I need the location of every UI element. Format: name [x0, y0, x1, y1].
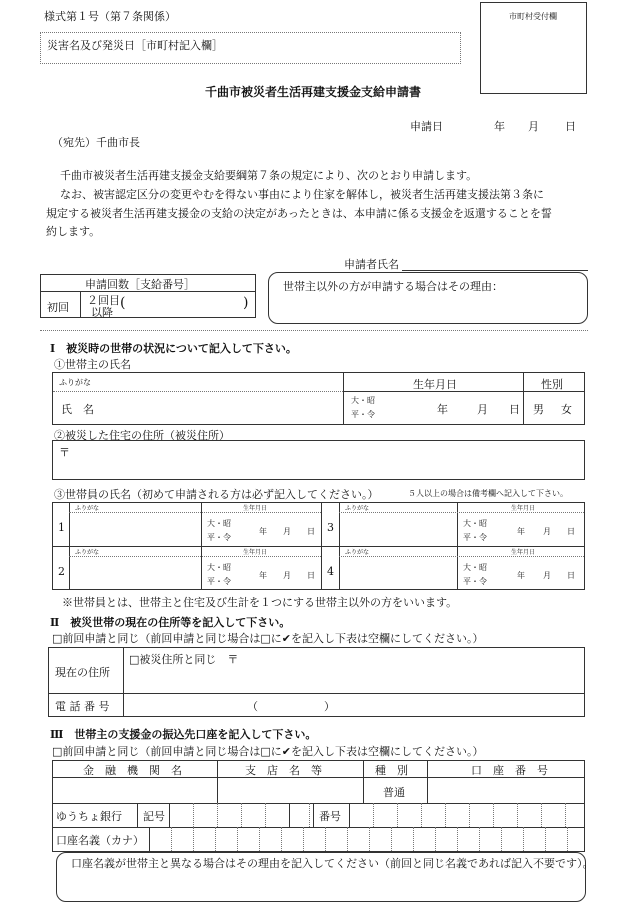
account-reason-box[interactable] — [56, 852, 594, 902]
application-count-box: 申請回数［支給番号］ 初回 ２回目 以降 ( ) — [40, 274, 256, 318]
reason-label: 世帯主以外の方が申請する場合はその理由： — [283, 280, 503, 293]
section-2-title: Ⅱ 被災世帯の現在の住所等を記入して下さい。 — [50, 616, 291, 629]
section-2-same-checkbox[interactable]: □前回申請と同じ（前回申請と同じ場合は□に✔を記入し下表は空欄にしてください。） — [52, 632, 484, 645]
body-line-3: 規定する被災者生活再建支援金の支給の決定があったときは、本申請に係る支援金を返還することを誓 — [46, 207, 552, 220]
phone-field[interactable]: （ ） — [247, 700, 335, 713]
members-note: ５人以上の場合は備考欄へ記入して下さい。 — [408, 489, 568, 498]
birthdate-label: 生年月日 — [413, 378, 457, 391]
reason-box[interactable] — [268, 272, 588, 324]
name-label: 氏 名 — [61, 403, 94, 416]
member-num-2: 2 — [58, 565, 65, 578]
section-3-title: Ⅲ 世帯主の支援金の振込先口座を記入して下さい。 — [50, 728, 317, 741]
account-type-ordinary: 普通 — [383, 786, 405, 799]
date-year: 年 — [494, 120, 505, 133]
type-header: 種 別 — [375, 764, 408, 777]
body-line-4: 約します。 — [46, 225, 101, 238]
body-line-2: なお、被害認定区分の変更やむを得ない事由により住家を解体し，被災者生活再建支援法第３条に — [60, 188, 544, 201]
members-title: ③世帯員の氏名（初めて申請される方は必ず記入してください。） — [54, 488, 379, 501]
member-num-3: 3 — [327, 521, 334, 534]
current-address-table — [48, 647, 585, 717]
account-no-header: 口 座 番 号 — [471, 764, 548, 777]
bango-label: 番号 — [319, 810, 341, 823]
kigo-label: 記号 — [143, 810, 165, 823]
date-label: 申請日 — [410, 120, 443, 133]
form-number: 様式第１号（第７条関係） — [44, 10, 176, 23]
gender-male[interactable]: 男 — [533, 403, 544, 416]
reception-label: 市町村受付欄 — [509, 12, 557, 21]
date-day: 日 — [565, 120, 576, 133]
page-title: 千曲市被災者生活再建支援金支給申請書 — [205, 85, 422, 99]
addressee: （宛先）千曲市長 — [52, 136, 140, 149]
section-3-same-checkbox[interactable]: □前回申請と同じ（前回申請と同じ場合は□に✔を記入し下表は空欄にしてください。） — [52, 745, 484, 758]
members-table: 1 2 3 4 ふりがな 生年月日 大・昭 平・令 年 月 日 ふりがな 生年月日 大・昭 平・令 年 月 日 ふりがな 生年月日 大・昭 平・令 年 月 日 ふりがな 生年月日 大・昭 平・令 年 月 日 — [52, 502, 585, 590]
section-1-title: Ⅰ 被災時の世帯の状況について記入して下さい。 — [50, 342, 297, 355]
account-reason-label: 口座名義が世帯主と異なる場合はその理由を記入してください（前回と同じ名義であれば記入不要です）。 — [71, 857, 594, 870]
reception-box — [480, 2, 587, 94]
first-application[interactable]: 初回 — [47, 301, 69, 314]
second-application[interactable]: ２回目 — [87, 294, 120, 307]
member-num-4: 4 — [327, 565, 334, 578]
furigana-label: ふりがな — [59, 378, 91, 387]
bank-name-header: 金 融 機 関 名 — [83, 764, 182, 777]
head-table: ふりがな 生年月日 性別 氏 名 大・昭 平・令 年 月 日 男 女 — [52, 372, 585, 425]
current-address-label: 現在の住所 — [55, 666, 110, 679]
head-name-title: ①世帯主の氏名 — [54, 358, 131, 371]
disaster-field[interactable] — [40, 32, 461, 64]
date-month: 月 — [528, 120, 539, 133]
address-title: ②被災した住宅の住所（被災住所） — [54, 429, 230, 442]
disaster-label: 災害名及び発災日［市町村記入欄］ — [47, 39, 223, 52]
phone-label: 電 話 番 号 — [55, 700, 110, 713]
applicant-name-label: 申請者氏名 — [344, 258, 399, 271]
applicant-name-line[interactable] — [402, 270, 588, 271]
member-num-1: 1 — [58, 521, 65, 534]
disaster-address-field[interactable]: 〒 — [52, 440, 585, 480]
application-count-header: 申請回数［支給番号］ — [85, 278, 195, 291]
yucho-label: ゆうちょ銀行 — [56, 810, 122, 823]
bank-table — [52, 760, 585, 852]
branch-header: 支 店 名 等 — [245, 764, 322, 777]
gender-label: 性別 — [541, 378, 563, 391]
body-line-1: 千曲市被災者生活再建支援金支給要綱第７条の規定により、次のとおり申請します。 — [60, 169, 478, 182]
same-as-disaster-checkbox[interactable]: □被災住所と同じ 〒 — [129, 653, 239, 666]
members-footnote: ※世帯員とは、世帯主と住宅及び生計を１つにする世帯主以外の方をいいます。 — [62, 596, 458, 609]
gender-female[interactable]: 女 — [561, 403, 572, 416]
kana-label: 口座名義（カナ） — [56, 834, 144, 847]
